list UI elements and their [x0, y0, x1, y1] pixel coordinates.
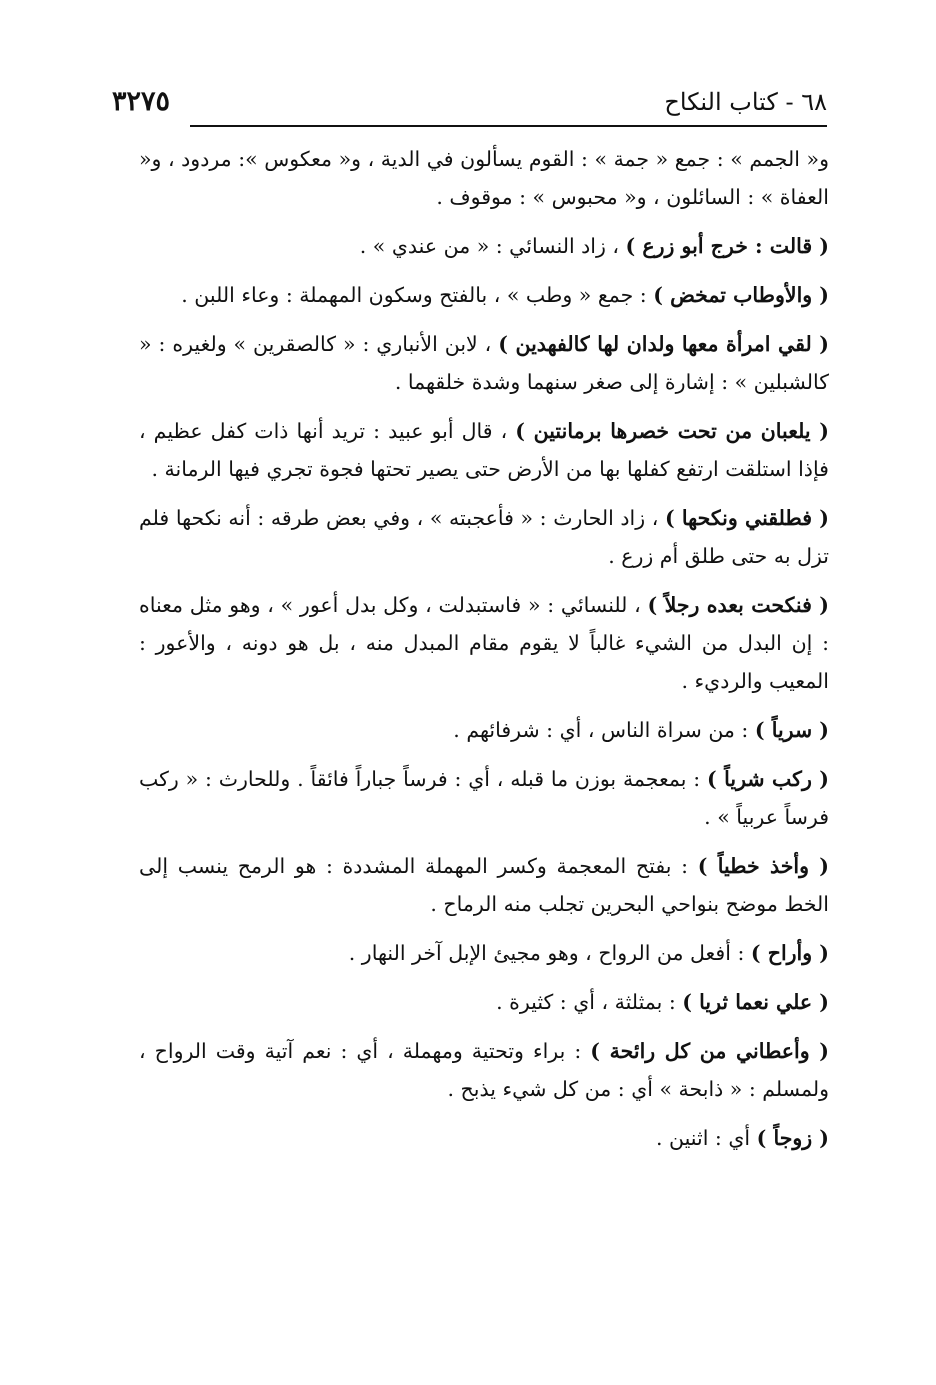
paragraph — [139, 140, 829, 216]
quoted-phrase: ( يلعبان من تحت خصرها برمانتين ) — [515, 419, 829, 443]
paragraph — [139, 1032, 829, 1108]
header-rule — [190, 125, 827, 127]
quoted-phrase: ( وأراح ) — [750, 941, 829, 965]
paragraph — [139, 847, 829, 923]
commentary-text: : من سراة الناس ، أي : شرفائهم . — [453, 718, 749, 742]
chapter-title: ٦٨ - كتاب النكاح — [664, 88, 827, 116]
commentary-text: : براء وتحتية ومهملة ، أي : نعم آتية وقت الرواح ، ولمسلم : « ذابحة » أي : من كل شيء يذبح . — [139, 1039, 829, 1101]
commentary-text: ، قال أبو عبيد : تريد أنها ذات كفل عظيم ، فإذا استلقت ارتفع كفلها بها من الأرض حتى يصير تحتها فجوة تجري فيها الرمانة . — [139, 419, 829, 481]
quoted-phrase: ( علي نعما ثريا ) — [682, 990, 829, 1014]
paragraph — [139, 412, 829, 488]
paragraph — [139, 760, 829, 836]
paragraph — [139, 227, 829, 265]
quoted-phrase: ( وأعطاني من كل رائحة ) — [590, 1039, 829, 1063]
paragraph — [139, 586, 829, 700]
commentary-text: : أفعل من الرواح ، وهو مجيئ الإبل آخر النهار . — [348, 941, 745, 965]
quoted-phrase: ( وأخذ خطياً ) — [697, 854, 829, 878]
quoted-phrase: ( لقي امرأة معها ولدان لها كالفهدين ) — [498, 332, 829, 356]
commentary-text: ، زاد الحارث : « فأعجبته » ، وفي بعض طرقه : أنه نكحها فلم تزل به حتى طلق أم زرع . — [139, 506, 829, 568]
paragraph — [139, 934, 829, 972]
quoted-phrase: ( ركب شرياً ) — [707, 767, 829, 791]
quoted-phrase: ( فنكحت بعده رجلاً ) — [647, 593, 829, 617]
quoted-phrase: ( والأوطاب تمخض ) — [653, 283, 829, 307]
paragraph — [139, 325, 829, 401]
commentary-text: و« الجمم » : جمع « جمة » : القوم يسألون في الدية ، و« معكوس »: مردود ، و« العفاة » : السائلون ، و« محبوس » : موقوف . — [139, 147, 829, 209]
paragraph — [139, 499, 829, 575]
commentary-text: ، لابن الأنباري : « كالصقرين » ولغيره : « كالشبلين » : إشارة إلى صغر سنهما وشدة خلقهما . — [139, 332, 829, 394]
page-number: ٣٢٧٥ — [112, 86, 171, 117]
commentary-text: : بفتح المعجمة وكسر المهملة المشددة : هو الرمح ينسب إلى الخط موضح بنواحي البحرين تجلب منه الرماح . — [139, 854, 829, 916]
body-text — [139, 140, 829, 1168]
paragraph — [139, 276, 829, 314]
commentary-text: : بمثلثة ، أي : كثيرة . — [496, 990, 676, 1014]
commentary-text: ، للنسائي : « فاستبدلت ، وكل بدل أعور » ، وهو مثل معناه : إن البدل من الشيء غالباً لا يقوم مقام المبدل منه ، بل هو دونه ، والأعور : المعيب والرديء . — [139, 593, 829, 693]
quoted-phrase: ( قالت : خرج أبو زرع ) — [625, 234, 829, 258]
commentary-text: : بمعجمة بوزن ما قبله ، أي : فرساً جباراً فائقاً . وللحارث : « ركب فرساً عربياً » . — [139, 767, 829, 829]
commentary-text: أي : اثنين . — [655, 1126, 751, 1150]
quoted-phrase: ( زوجاً ) — [756, 1126, 829, 1150]
commentary-text: ، زاد النسائي : « من عندي » . — [359, 234, 620, 258]
page-header — [112, 82, 827, 122]
paragraph — [139, 983, 829, 1021]
commentary-text: : جمع « وطب » ، بالفتح وسكون المهملة : وعاء اللبن . — [181, 283, 647, 307]
paragraph — [139, 711, 829, 749]
quoted-phrase: ( سرياً ) — [754, 718, 829, 742]
quoted-phrase: ( فطلقني ونكحها ) — [664, 506, 829, 530]
paragraph — [139, 1119, 829, 1157]
